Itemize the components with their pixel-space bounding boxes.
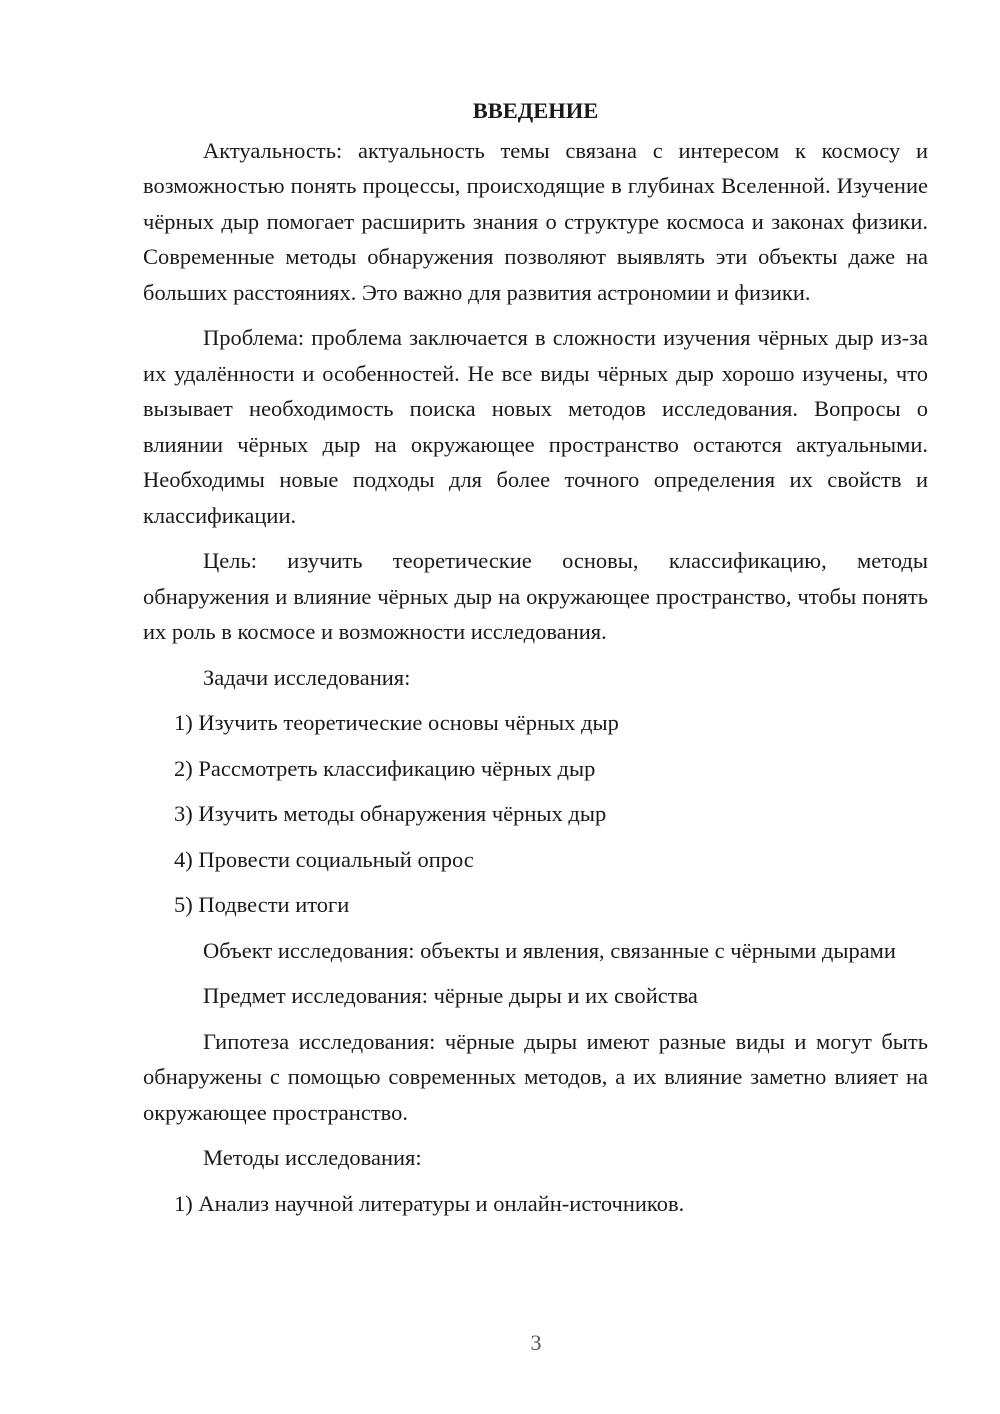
task-item: 5) Подвести итоги — [174, 892, 350, 917]
methods-heading: Методы исследования: — [203, 1145, 422, 1170]
subject-paragraph: Предмет исследования: чёрные дыры и их свойства — [203, 983, 698, 1008]
section-heading: ВВЕДЕНИЕ — [472, 98, 599, 123]
hypothesis-paragraph: Гипотеза исследования: чёрные дыры имеют разные виды и могут быть обнаружены с помощью современных методов, а их влияние заметно влияет на окружающее пространство. — [143, 1028, 928, 1125]
method-item: 1) Анализ научной литературы и онлайн-источников. — [174, 1190, 685, 1216]
relevance-paragraph: Актуальность: актуальность темы связана с интересом к космосу и возможностью понять процессы, происходящие в глубинах Вселенной. Изучение чёрных дыр помогает расширить знания о структуре космоса и законах физики. Современные методы обнаружения позволяют выявлять эти объекты даже на больших расстояниях. Это важно для развития астрономии и физики. — [143, 137, 928, 305]
page-number: 3 — [530, 1330, 542, 1355]
page-body — [143, 93, 928, 1231]
task-item: 4) Провести социальный опрос — [174, 846, 474, 872]
goal-paragraph: Цель: изучить теоретические основы, классификацию, методы обнаружения и влияние чёрных дыр на окружающее пространство, чтобы понять их роль в космосе и возможности исследования. — [143, 548, 928, 644]
object-paragraph: Объект исследования: объекты и явления, связанные с чёрными дырами — [203, 937, 896, 963]
problem-paragraph: Проблема: проблема заключается в сложности изучения чёрных дыр из-за их удалённости и особенностей. Не все виды чёрных дыр хорошо изучены, что вызывает необходимость поиска новых методов исследования. Вопросы о влиянии чёрных дыр на окружающее пространство остаются актуальными. Необходимы новые подходы для более точного определения их свойств и классификации. — [143, 325, 928, 528]
tasks-heading: Задачи исследования: — [203, 664, 411, 690]
task-item: 3) Изучить методы обнаружения чёрных дыр — [174, 801, 607, 826]
task-item: 1) Изучить теоретические основы чёрных дыр — [174, 710, 619, 735]
task-item: 2) Рассмотреть классификацию чёрных дыр — [174, 755, 596, 781]
